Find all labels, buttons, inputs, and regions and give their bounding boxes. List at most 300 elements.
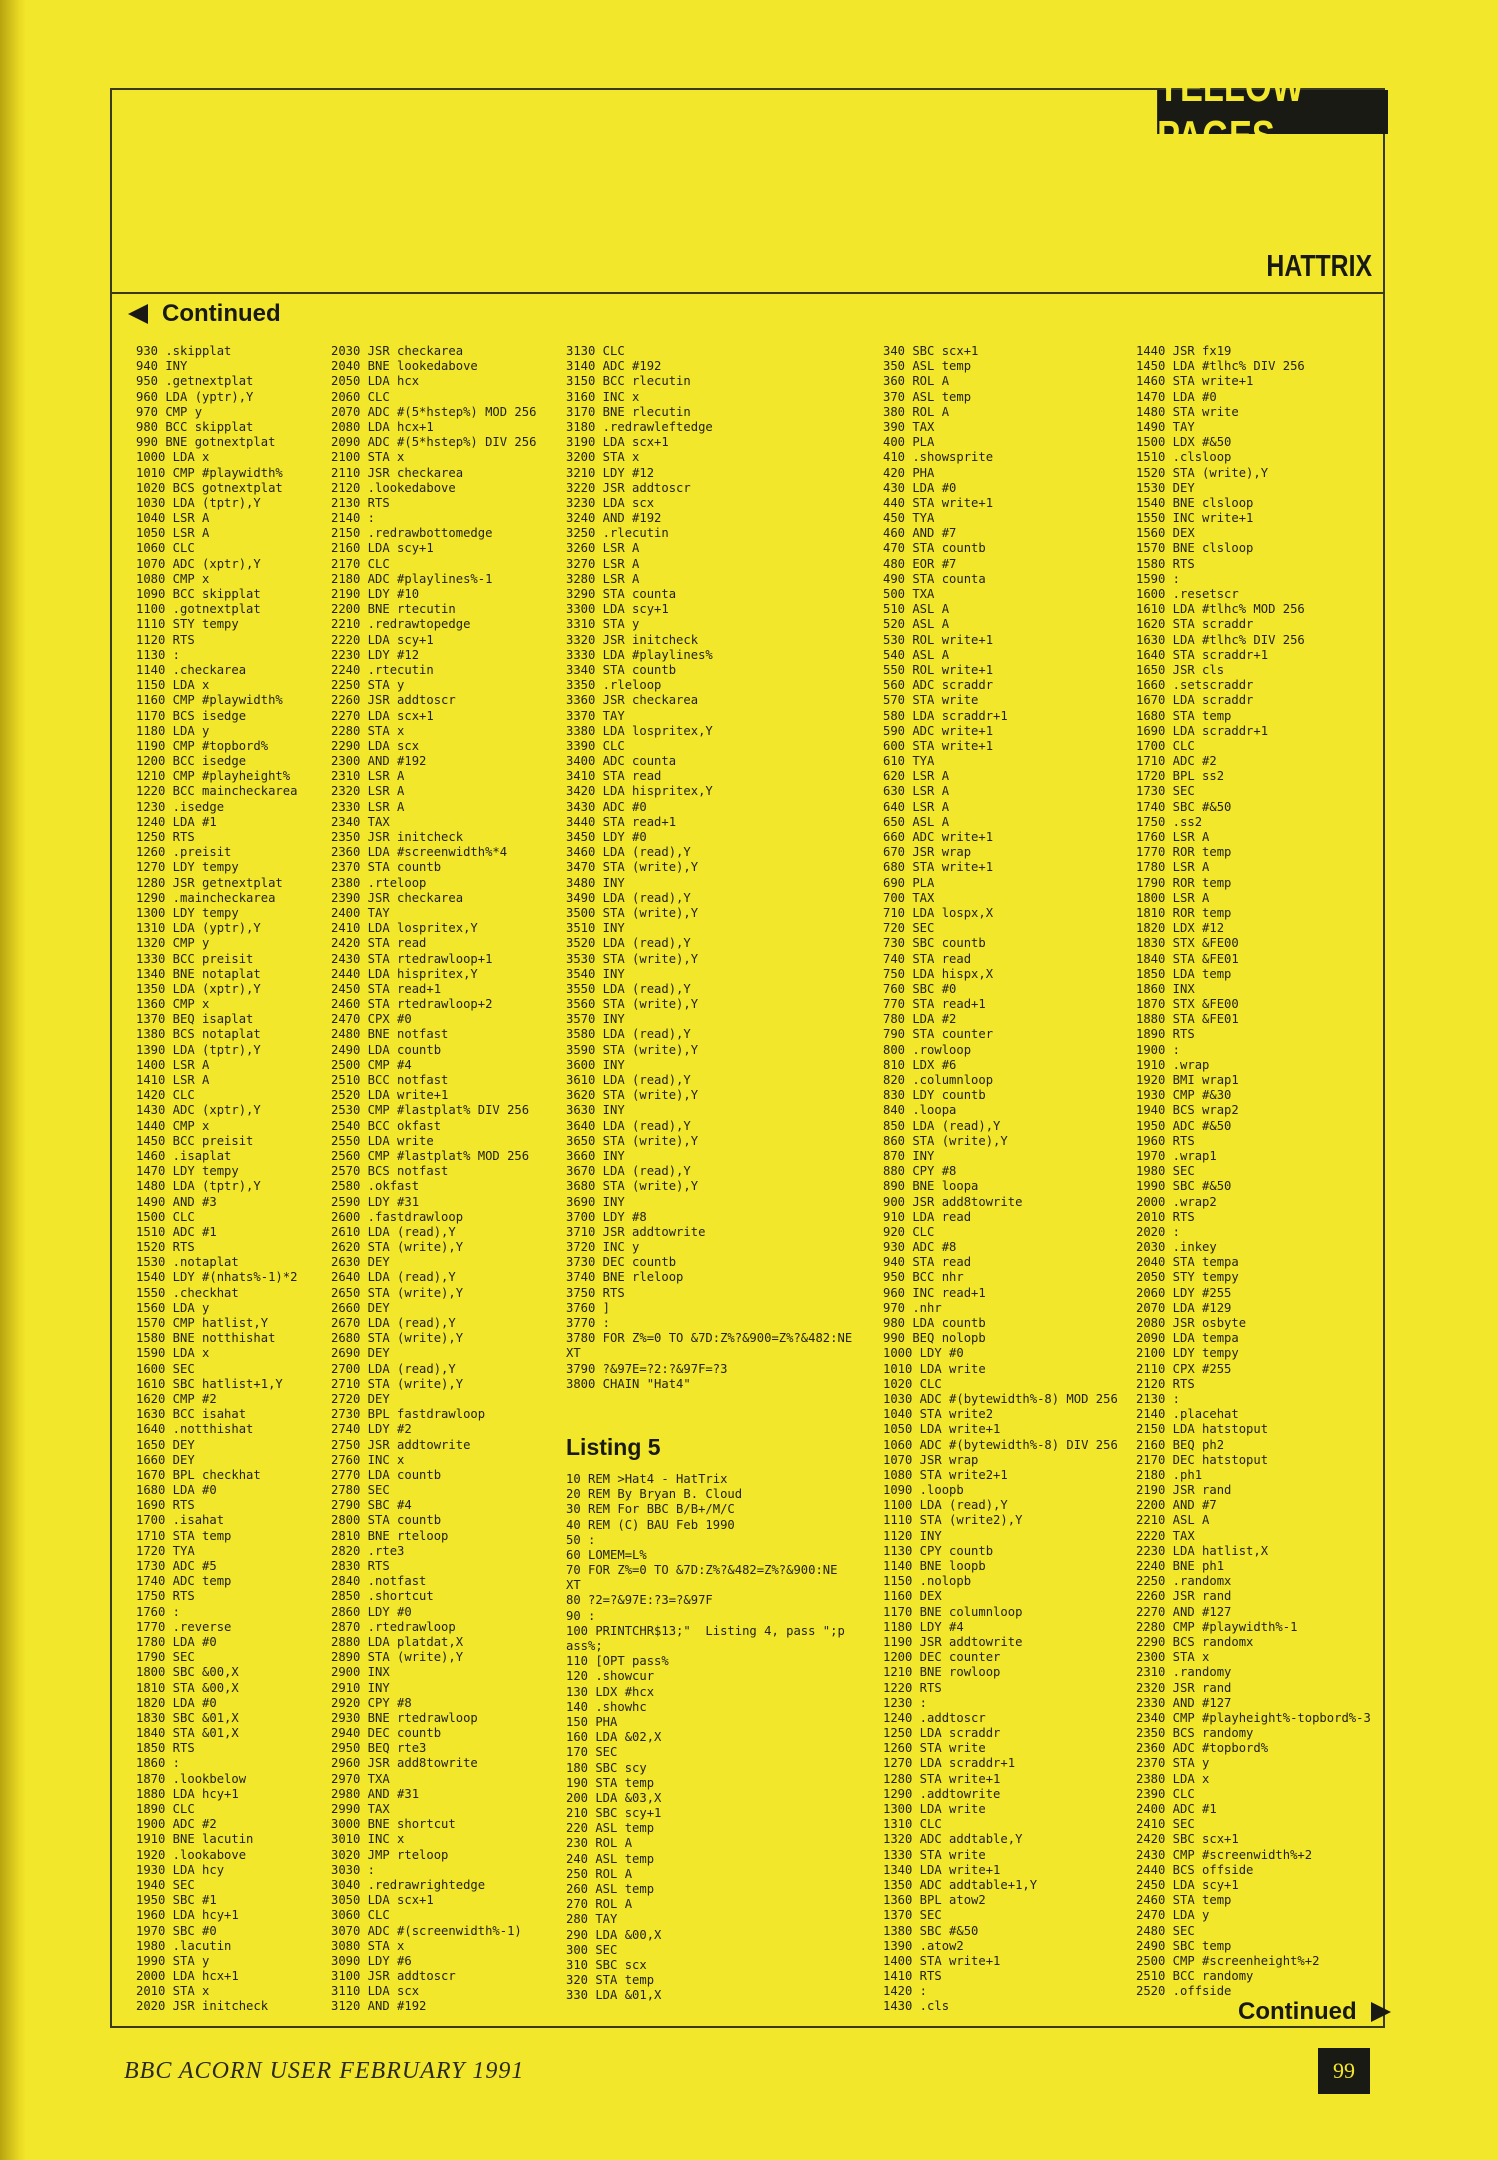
code-line: 2370 STA y — [1136, 1756, 1210, 1771]
code-line: 290 LDA &00,X — [566, 1927, 662, 1942]
code-line: 1920 .lookabove — [136, 1847, 247, 1862]
code-line: 3380 LDA lospritex,Y — [566, 723, 713, 738]
code-line: 1600 SEC — [136, 1361, 195, 1376]
code-line: 2240 BNE ph1 — [1136, 1559, 1225, 1573]
code-line: 3180 .redrawleftedge — [566, 419, 713, 434]
code-line: 740 STA read — [883, 951, 972, 966]
code-line: 430 LDA #0 — [883, 480, 957, 495]
code-line: 270 ROL A — [566, 1897, 633, 1912]
code-line: 110 [OPT pass% — [566, 1654, 669, 1669]
code-line: 30 REM For BBC B/B+/M/C — [566, 1502, 735, 1517]
code-line: 1700 .isahat — [136, 1513, 225, 1528]
code-line: 1060 CLC — [136, 541, 195, 556]
code-line: 280 TAY — [566, 1912, 618, 1927]
code-line: 990 BNE gotnextplat — [136, 435, 276, 450]
code-line: 3070 ADC #(screenwidth%-1) — [331, 1923, 522, 1938]
code-line: 2420 SBC scx+1 — [1136, 1832, 1239, 1847]
listing-column-3 — [566, 344, 856, 2004]
code-line: XT — [566, 1346, 581, 1361]
code-line: 1160 DEX — [883, 1589, 942, 1604]
code-line: 1090 .loopb — [883, 1483, 964, 1498]
code-line: 820 .columnloop — [883, 1073, 994, 1087]
code-line: 2000 LDA hcx+1 — [136, 1969, 239, 1984]
code-line: 1680 STA temp — [1136, 708, 1232, 723]
code-line: 1320 CMP y — [136, 936, 210, 951]
code-line: 530 ROL write+1 — [883, 632, 994, 647]
code-line: 1730 ADC #5 — [136, 1559, 217, 1573]
code-line: 1790 ROR temp — [1136, 875, 1232, 890]
code-line: 2020 : — [1136, 1224, 1181, 1239]
code-line: 1170 BNE columnloop — [883, 1604, 1023, 1619]
code-line: 1330 BCC preisit — [136, 951, 254, 966]
code-line: 550 ROL write+1 — [883, 662, 994, 677]
code-line: 1210 CMP #playheight% — [136, 769, 291, 784]
code-line: 1530 DEY — [1136, 480, 1195, 495]
code-line: 2400 TAY — [331, 905, 390, 920]
code-line: 1930 CMP #&30 — [1136, 1088, 1232, 1103]
code-line: 2930 BNE rtedrawloop — [331, 1710, 478, 1725]
code-line: 1080 CMP x — [136, 571, 210, 586]
code-line: 1890 CLC — [136, 1802, 195, 1816]
code-line: 480 EOR #7 — [883, 556, 957, 571]
code-line: 1290 .maincheckarea — [136, 890, 276, 905]
code-line: 2610 LDA (read),Y — [331, 1224, 456, 1239]
code-line: 1830 STX &FE00 — [1136, 936, 1239, 951]
code-line: 1740 ADC temp — [136, 1574, 232, 1589]
code-line: 770 STA read+1 — [883, 997, 986, 1012]
code-line: 2830 RTS — [331, 1559, 390, 1573]
code-line: 1370 SEC — [883, 1908, 942, 1923]
code-line: 40 REM (C) BAU Feb 1990 — [566, 1517, 735, 1532]
code-line: 1670 BPL checkhat — [136, 1467, 261, 1482]
code-line: 420 PHA — [883, 465, 935, 480]
code-line: 3430 ADC #0 — [566, 799, 647, 814]
code-line: 1190 CMP #topbord% — [136, 738, 269, 753]
code-line: 3230 LDA scx — [566, 495, 655, 510]
code-line: 1410 RTS — [883, 1969, 942, 1984]
code-line: 1910 BNE lacutin — [136, 1832, 254, 1847]
code-line: 2120 RTS — [1136, 1376, 1195, 1391]
code-line: 2320 JSR rand — [1136, 1680, 1232, 1695]
code-line: 1200 BCC isedge — [136, 754, 247, 769]
code-line: 3710 JSR addtowrite — [566, 1224, 706, 1239]
code-line: 1760 LSR A — [1136, 830, 1210, 844]
code-line: 3730 DEC countb — [566, 1255, 677, 1270]
code-line: 1060 ADC #(bytewidth%-8) DIV 256 — [883, 1437, 1118, 1452]
code-line: 2490 LDA countb — [331, 1042, 442, 1057]
code-line: 350 ASL temp — [883, 359, 972, 374]
code-line: 1860 : — [136, 1756, 181, 1771]
code-line: 1340 LDA write+1 — [883, 1862, 1001, 1877]
code-line: 1770 ROR temp — [1136, 845, 1232, 860]
code-line: 2590 LDY #31 — [331, 1194, 420, 1209]
code-line: 2910 INY — [331, 1680, 390, 1695]
code-line: 860 STA (write),Y — [883, 1133, 1008, 1148]
code-line: 970 .nhr — [883, 1300, 942, 1315]
code-line: 2660 DEY — [331, 1300, 390, 1315]
code-line: 590 ADC write+1 — [883, 723, 994, 738]
code-line: 1990 STA y — [136, 1953, 210, 1968]
code-line: 1560 LDA y — [136, 1300, 210, 1315]
code-line: 1420 CLC — [136, 1088, 195, 1103]
code-line: 2360 LDA #screenwidth%*4 — [331, 845, 508, 860]
code-line: 2340 CMP #playheight%-topbord%-3 — [1136, 1710, 1371, 1725]
listing-column-4 — [883, 344, 1173, 2015]
code-line: 2160 BEQ ph2 — [1136, 1437, 1225, 1452]
code-line: 2180 .ph1 — [1136, 1467, 1203, 1482]
code-line: 1940 SEC — [136, 1877, 195, 1892]
code-line: 640 LSR A — [883, 799, 950, 814]
code-line: 2990 TAX — [331, 1802, 390, 1816]
code-line: 2010 STA x — [136, 1984, 210, 1999]
code-line: 1510 ADC #1 — [136, 1224, 217, 1239]
code-line: 2550 LDA write — [331, 1133, 434, 1148]
listing-column-5 — [1136, 344, 1426, 1999]
code-line: 2890 STA (write),Y — [331, 1650, 464, 1665]
code-line: 1780 LDA #0 — [136, 1634, 217, 1649]
code-line: 1500 LDX #&50 — [1136, 435, 1232, 450]
code-line: 2270 AND #127 — [1136, 1604, 1232, 1619]
code-line: 340 SBC scx+1 — [883, 344, 979, 358]
code-line: 2080 LDA hcx+1 — [331, 419, 434, 434]
code-line: 3310 STA y — [566, 617, 640, 632]
code-line: 1830 SBC &01,X — [136, 1710, 239, 1725]
code-line: 3770 : — [566, 1316, 611, 1330]
code-line: 730 SBC countb — [883, 936, 986, 951]
code-line: 1800 SBC &00,X — [136, 1665, 239, 1680]
code-line: 2570 BCS notfast — [331, 1164, 449, 1179]
code-line: 2290 BCS randomx — [1136, 1634, 1254, 1649]
code-line: 3150 BCC rlecutin — [566, 374, 691, 389]
code-line: 2500 CMP #screenheight%+2 — [1136, 1953, 1320, 1968]
page-number: 99 — [1318, 2048, 1370, 2094]
code-line: 2810 BNE rteloop — [331, 1528, 449, 1543]
code-line: 2900 INX — [331, 1665, 390, 1680]
code-line: 3250 .rlecutin — [566, 526, 669, 541]
code-line: 1820 LDX #12 — [1136, 921, 1225, 936]
code-line: 2260 JSR addtoscr — [331, 693, 456, 708]
code-line: 2100 LDY tempy — [1136, 1346, 1239, 1361]
section-banner: YELLOW PAGES — [1157, 90, 1388, 134]
code-line: 1610 SBC hatlist+1,Y — [136, 1376, 283, 1391]
code-line: 1770 .reverse — [136, 1619, 232, 1634]
code-line: 3410 STA read — [566, 769, 662, 784]
code-line: 960 LDA (yptr),Y — [136, 389, 254, 404]
code-line: 470 STA countb — [883, 541, 986, 556]
code-line: 3660 INY — [566, 1148, 625, 1163]
code-line: 1510 .clsloop — [1136, 450, 1232, 465]
code-line: 1360 CMP x — [136, 997, 210, 1012]
code-line: 3390 CLC — [566, 738, 625, 753]
code-line: 2360 ADC #topbord% — [1136, 1741, 1269, 1756]
code-line: 2300 STA x — [1136, 1650, 1210, 1665]
code-line: 2850 .shortcut — [331, 1589, 434, 1604]
code-line: 3760 ] — [566, 1300, 611, 1315]
code-line: 3490 LDA (read),Y — [566, 890, 691, 905]
code-line: 3030 : — [331, 1862, 376, 1877]
code-line: 2390 JSR checkarea — [331, 890, 464, 905]
code-line: 2580 .okfast — [331, 1179, 420, 1194]
code-line: 1100 .gotnextplat — [136, 602, 261, 617]
code-line: 3450 LDY #0 — [566, 830, 647, 844]
code-line: 1380 BCS notaplat — [136, 1027, 261, 1042]
code-line: 2350 BCS randomy — [1136, 1726, 1254, 1741]
code-line: 1450 LDA #tlhc% DIV 256 — [1136, 359, 1305, 374]
code-line: 940 INY — [136, 359, 188, 374]
code-line: 1020 CLC — [883, 1376, 942, 1391]
code-line: 310 SBC scx — [566, 1957, 647, 1972]
code-line: 3360 JSR checkarea — [566, 693, 699, 708]
code-line: 1260 STA write — [883, 1741, 986, 1756]
code-line: 1400 LSR A — [136, 1057, 210, 1072]
code-line: 2290 LDA scx — [331, 738, 420, 753]
code-line: 3440 STA read+1 — [566, 814, 677, 829]
code-line: 1070 ADC (xptr),Y — [136, 556, 261, 571]
code-line: 3280 LSR A — [566, 571, 640, 586]
code-line: 3120 AND #192 — [331, 1999, 427, 2014]
code-line: 1520 RTS — [136, 1240, 195, 1255]
code-line: 2690 DEY — [331, 1346, 390, 1361]
code-line: 1040 LSR A — [136, 511, 210, 526]
code-line: 1530 .notaplat — [136, 1255, 239, 1270]
code-line: 1180 LDY #4 — [883, 1619, 964, 1634]
listing5-heading: Listing 5 — [566, 1433, 661, 1460]
code-line: 1750 .ss2 — [1136, 814, 1203, 829]
code-line: 3260 LSR A — [566, 541, 640, 556]
code-line: 2140 .placehat — [1136, 1407, 1239, 1422]
code-line: 2000 .wrap2 — [1136, 1194, 1217, 1209]
code-line: 1930 LDA hcy — [136, 1862, 225, 1877]
code-line: 610 TYA — [883, 754, 935, 769]
code-line: 1580 BNE notthishat — [136, 1331, 276, 1346]
code-line: 1230 : — [883, 1695, 928, 1710]
code-line: 1020 BCS gotnextplat — [136, 480, 283, 495]
code-line: 2640 LDA (read),Y — [331, 1270, 456, 1285]
code-line: 60 LOMEM=L% — [566, 1547, 647, 1562]
code-line: 3130 CLC — [566, 344, 625, 358]
code-line: 3560 STA (write),Y — [566, 997, 699, 1012]
code-line: 2260 JSR rand — [1136, 1589, 1232, 1604]
code-line: 1260 .preisit — [136, 845, 232, 860]
code-line: 2060 CLC — [331, 389, 390, 404]
code-line: 2370 STA countb — [331, 860, 442, 875]
code-line: 1150 LDA x — [136, 678, 210, 693]
code-line: 1490 AND #3 — [136, 1194, 217, 1209]
code-line: 620 LSR A — [883, 769, 950, 784]
code-line: 1290 .addtowrite — [883, 1786, 1001, 1801]
code-line: 1670 LDA scraddr — [1136, 693, 1254, 708]
code-line: 1720 TYA — [136, 1543, 195, 1558]
code-line: 2320 LSR A — [331, 784, 405, 799]
code-line: 2210 .redrawtopedge — [331, 617, 471, 632]
code-line: 3090 LDY #6 — [331, 1953, 412, 1968]
code-line: 2150 LDA hatstoput — [1136, 1422, 1269, 1437]
code-line: 1460 .isaplat — [136, 1148, 232, 1163]
code-line: 3080 STA x — [331, 1938, 405, 1953]
code-line: 3640 LDA (read),Y — [566, 1118, 691, 1133]
code-line: 2060 LDY #255 — [1136, 1285, 1232, 1300]
code-line: 3650 STA (write),Y — [566, 1133, 699, 1148]
code-line: 330 LDA &01,X — [566, 1988, 662, 2003]
code-line: 1910 .wrap — [1136, 1057, 1210, 1072]
code-line: 2160 LDA scy+1 — [331, 541, 434, 556]
code-line: 2920 CPY #8 — [331, 1695, 412, 1710]
code-line: 2460 STA temp — [1136, 1893, 1232, 1908]
code-line: 370 ASL temp — [883, 389, 972, 404]
code-line: 3540 INY — [566, 966, 625, 981]
code-line: 1780 LSR A — [1136, 860, 1210, 875]
code-line: 2510 BCC notfast — [331, 1073, 449, 1087]
code-line: 1940 BCS wrap2 — [1136, 1103, 1239, 1118]
code-line: 1880 STA &FE01 — [1136, 1012, 1239, 1027]
code-line: 3790 ?&97E=?2:?&97F=?3 — [566, 1361, 728, 1376]
code-line: 3530 STA (write),Y — [566, 951, 699, 966]
code-line: 850 LDA (read),Y — [883, 1118, 1001, 1133]
code-line: 2940 DEC countb — [331, 1726, 442, 1741]
code-line: 2470 CPX #0 — [331, 1012, 412, 1027]
code-line: 2780 SEC — [331, 1483, 390, 1498]
code-line: 1690 LDA scraddr+1 — [1136, 723, 1269, 738]
code-line: 2390 CLC — [1136, 1786, 1195, 1801]
code-line: 160 LDA &02,X — [566, 1730, 662, 1745]
code-line: 3680 STA (write),Y — [566, 1179, 699, 1194]
code-line: 90 : — [566, 1608, 596, 1623]
code-line: 1900 : — [1136, 1042, 1181, 1057]
code-line: 1430 ADC (xptr),Y — [136, 1103, 261, 1118]
code-line: 2510 BCC randomy — [1136, 1969, 1254, 1984]
code-line: 2200 BNE rtecutin — [331, 602, 456, 617]
code-line: 1200 DEC counter — [883, 1650, 1001, 1665]
code-line: 2210 ASL A — [1136, 1513, 1210, 1528]
code-line: 1440 JSR fx19 — [1136, 344, 1232, 358]
code-line: 2450 LDA scy+1 — [1136, 1877, 1239, 1892]
code-line: 1610 LDA #tlhc% MOD 256 — [1136, 602, 1305, 617]
code-line: 1550 INC write+1 — [1136, 511, 1254, 526]
code-line: 3240 AND #192 — [566, 511, 662, 526]
code-line: 1220 BCC maincheckarea — [136, 784, 298, 799]
code-line: 1270 LDA scraddr+1 — [883, 1756, 1016, 1771]
code-line: 3690 INY — [566, 1194, 625, 1209]
code-line: 500 TXA — [883, 587, 935, 601]
code-line: 1750 RTS — [136, 1589, 195, 1604]
code-line: 3670 LDA (read),Y — [566, 1164, 691, 1179]
code-line: 1860 INX — [1136, 981, 1195, 996]
code-line: 3210 LDY #12 — [566, 465, 655, 480]
code-line: 1380 SBC #&50 — [883, 1923, 979, 1938]
code-line: 760 SBC #0 — [883, 981, 957, 996]
code-line: 1540 BNE clsloop — [1136, 495, 1254, 510]
code-line: 2330 LSR A — [331, 799, 405, 814]
code-line: 3630 INY — [566, 1103, 625, 1118]
code-line: 1310 CLC — [883, 1817, 942, 1832]
code-line: 1480 LDA (tptr),Y — [136, 1179, 261, 1194]
code-line: 2960 JSR add8towrite — [331, 1756, 478, 1771]
code-line: 1580 RTS — [1136, 556, 1195, 571]
code-line: 1140 .checkarea — [136, 662, 247, 677]
code-line: 950 .getnextplat — [136, 374, 254, 389]
code-line: 2410 LDA lospritex,Y — [331, 921, 478, 936]
code-line: 2280 STA x — [331, 723, 405, 738]
code-line: 2730 BPL fastdrawloop — [331, 1407, 486, 1422]
code-line: 490 STA counta — [883, 571, 986, 586]
code-line: 1210 BNE rowloop — [883, 1665, 1001, 1680]
code-line: 1850 RTS — [136, 1741, 195, 1756]
code-line: 230 ROL A — [566, 1836, 633, 1851]
code-line: 1280 JSR getnextplat — [136, 875, 283, 890]
code-line: 1870 .lookbelow — [136, 1771, 247, 1786]
code-line: 3340 STA countb — [566, 662, 677, 677]
code-line: 840 .loopa — [883, 1103, 957, 1118]
code-line: 1920 BMI wrap1 — [1136, 1073, 1239, 1087]
code-line: 130 LDX #hcx — [566, 1684, 655, 1699]
code-line: 3110 LDA scx — [331, 1984, 420, 1999]
code-line: 1970 .wrap1 — [1136, 1148, 1217, 1163]
code-line: 2450 STA read+1 — [331, 981, 442, 996]
code-line: 810 LDX #6 — [883, 1057, 957, 1072]
code-line: 3500 STA (write),Y — [566, 905, 699, 920]
code-line: 2470 LDA y — [1136, 1908, 1210, 1923]
code-line: 1270 LDY tempy — [136, 860, 239, 875]
code-line: 220 ASL temp — [566, 1821, 655, 1836]
code-line: 2560 CMP #lastplat% MOD 256 — [331, 1148, 530, 1163]
code-line: 2790 SBC #4 — [331, 1498, 412, 1513]
code-line: 1130 : — [136, 647, 181, 662]
code-line: 410 .showsprite — [883, 450, 994, 465]
code-line: 950 BCC nhr — [883, 1270, 964, 1285]
code-line: 1190 JSR addtowrite — [883, 1634, 1023, 1649]
code-line: 2130 : — [1136, 1391, 1181, 1406]
code-line: 910 LDA read — [883, 1209, 972, 1224]
code-line: 200 LDA &03,X — [566, 1790, 662, 1805]
code-line: 2870 .rtedrawloop — [331, 1619, 456, 1634]
code-line: 2190 LDY #10 — [331, 587, 420, 601]
code-line: 1620 CMP #2 — [136, 1391, 217, 1406]
code-line: 630 LSR A — [883, 784, 950, 799]
right-arrow-icon — [1371, 2002, 1391, 2022]
code-line: 980 BCC skipplat — [136, 419, 254, 434]
code-line: 1350 ADC addtable+1,Y — [883, 1877, 1038, 1892]
code-line: 1240 LDA #1 — [136, 814, 217, 829]
code-line: 3720 INC y — [566, 1240, 640, 1255]
code-line: 710 LDA lospx,X — [883, 905, 994, 920]
code-line: 2240 .rtecutin — [331, 662, 434, 677]
code-line: 970 CMP y — [136, 404, 203, 419]
code-line: 3460 LDA (read),Y — [566, 845, 691, 860]
code-line: 1650 JSR cls — [1136, 662, 1225, 677]
code-line: 1640 STA scraddr+1 — [1136, 647, 1269, 662]
code-line: 520 ASL A — [883, 617, 950, 632]
code-line: 2970 TXA — [331, 1771, 390, 1786]
code-line: 1950 SBC #1 — [136, 1893, 217, 1908]
code-line: 3480 INY — [566, 875, 625, 890]
code-line: 2530 CMP #lastplat% DIV 256 — [331, 1103, 530, 1118]
code-line: 2880 LDA platdat,X — [331, 1634, 464, 1649]
code-line: 2380 LDA x — [1136, 1771, 1210, 1786]
code-line: 1360 BPL atow2 — [883, 1893, 986, 1908]
code-line: 2400 ADC #1 — [1136, 1802, 1217, 1816]
code-line: 3220 JSR addtoscr — [566, 480, 691, 495]
code-line: 440 STA write+1 — [883, 495, 994, 510]
code-line: 1500 CLC — [136, 1209, 195, 1224]
code-line: 2080 JSR osbyte — [1136, 1316, 1247, 1330]
code-line: 2250 STA y — [331, 678, 405, 693]
code-line: 3550 LDA (read),Y — [566, 981, 691, 996]
code-line: 1010 CMP #playwidth% — [136, 465, 283, 480]
code-line: 3420 LDA hispritex,Y — [566, 784, 713, 799]
code-line: 1810 ROR temp — [1136, 905, 1232, 920]
code-line: 1150 .nolopb — [883, 1574, 972, 1589]
code-line: 3010 INC x — [331, 1832, 405, 1847]
